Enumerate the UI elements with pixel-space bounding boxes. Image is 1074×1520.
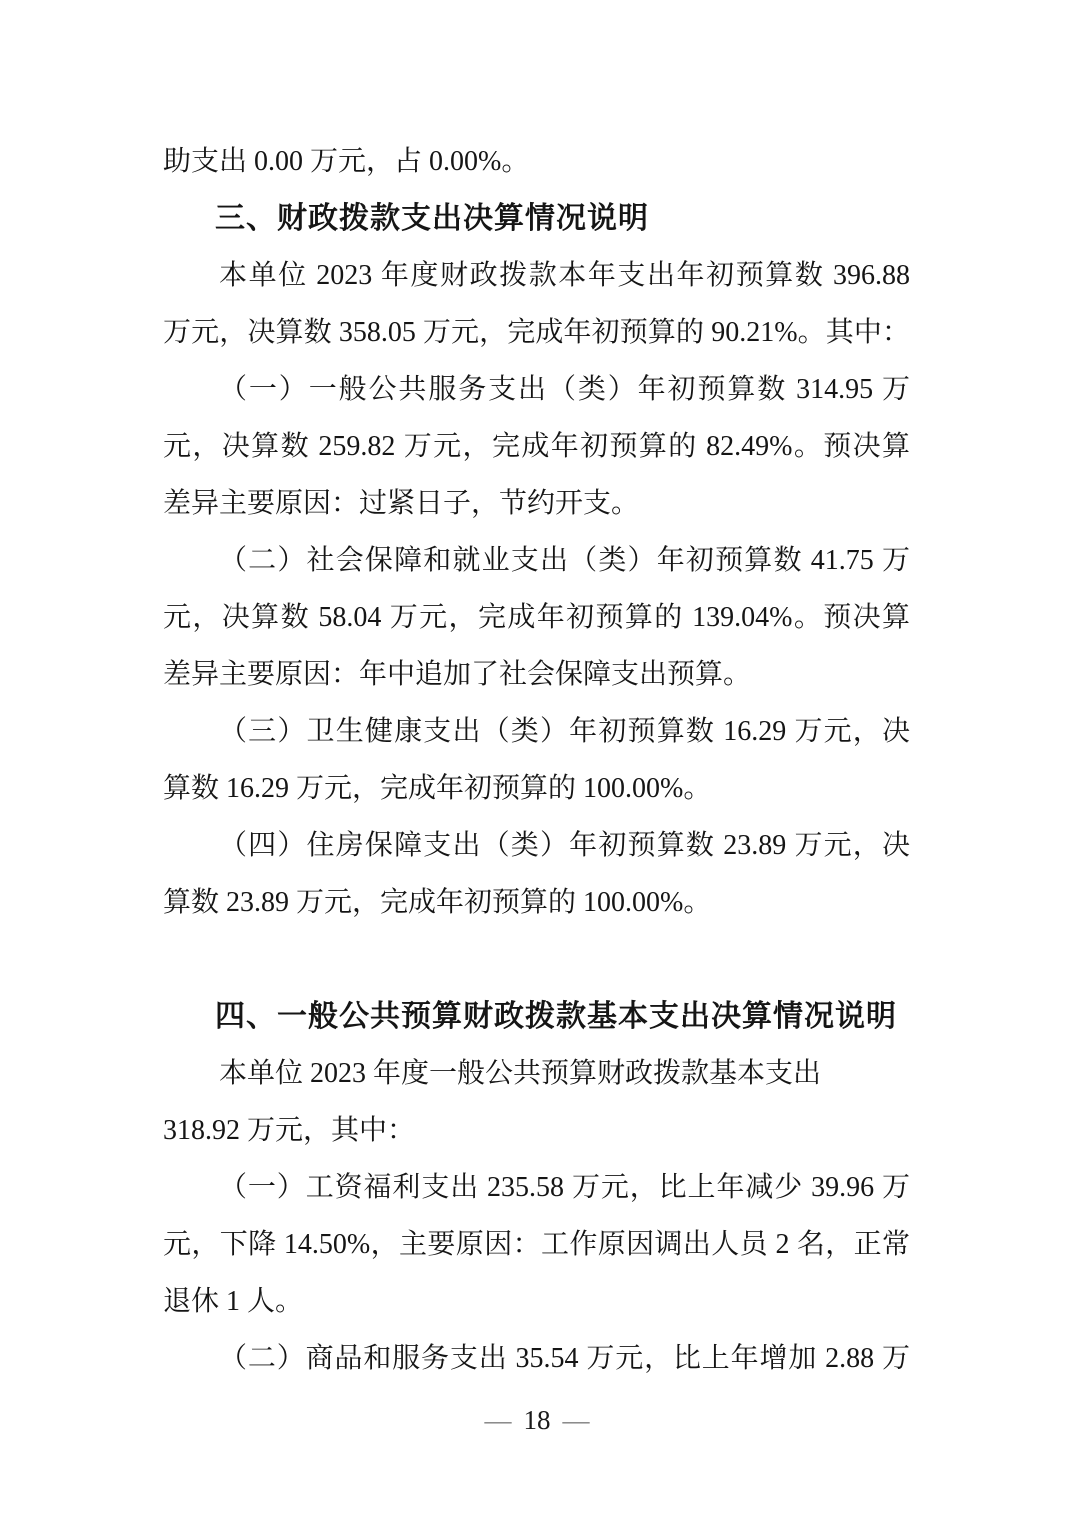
doc-line-item-3: （三）卫生健康支出（类）年初预算数 16.29 万元，决 — [219, 716, 910, 747]
doc-line: 算数 23.89 万元，完成年初预算的 100.00%。 — [163, 887, 712, 918]
doc-line: 元，决算数 259.82 万元，完成年初预算的 82.49%。预决算 — [163, 431, 910, 462]
document-body — [163, 133, 910, 1387]
section-heading-4: 四、一般公共预算财政拨款基本支出决算情况说明 — [215, 1000, 897, 1033]
doc-line: 本单位 2023 年度财政拨款本年支出年初预算数 396.88 — [219, 260, 910, 291]
doc-line: 318.92 万元，其中： — [163, 1115, 416, 1146]
doc-line-item-2b: （二）商品和服务支出 35.54 万元，比上年增加 2.88 万 — [219, 1343, 910, 1374]
doc-line: 算数 16.29 万元，完成年初预算的 100.00%。 — [163, 773, 712, 804]
doc-line: 万元，决算数 358.05 万元，完成年初预算的 90.21%。其中： — [163, 317, 910, 348]
doc-line: 元，决算数 58.04 万元，完成年初预算的 139.04%。预决算 — [163, 602, 910, 633]
doc-line: 差异主要原因：年中追加了社会保障支出预算。 — [163, 659, 752, 690]
doc-line: 差异主要原因：过紧日子，节约开支。 — [163, 488, 640, 519]
doc-line: 本单位 2023 年度一般公共预算财政拨款基本支出 — [219, 1058, 822, 1089]
doc-line-item-1b: （一）工资福利支出 235.58 万元，比上年减少 39.96 万 — [219, 1172, 910, 1203]
doc-line-item-2: （二）社会保障和就业支出（类）年初预算数 41.75 万 — [219, 545, 910, 576]
doc-line-item-1: （一）一般公共服务支出（类）年初预算数 314.95 万 — [219, 374, 910, 405]
doc-line-item-4: （四）住房保障支出（类）年初预算数 23.89 万元，决 — [219, 830, 910, 861]
footer-right-dash: — — [562, 1405, 590, 1435]
doc-line-carryover: 助支出 0.00 万元，占 0.00%。 — [163, 146, 530, 177]
section-heading-3: 三、财政拨款支出决算情况说明 — [215, 202, 649, 235]
footer-left-dash: — — [484, 1405, 512, 1435]
doc-line: 元，下降 14.50%，主要原因：工作原因调出人员 2 名，正常 — [163, 1229, 910, 1260]
page-footer — [0, 1400, 1074, 1440]
blank-line — [163, 931, 910, 988]
doc-line: 退休 1 人。 — [163, 1286, 304, 1317]
page-number: 18 — [523, 1405, 551, 1435]
